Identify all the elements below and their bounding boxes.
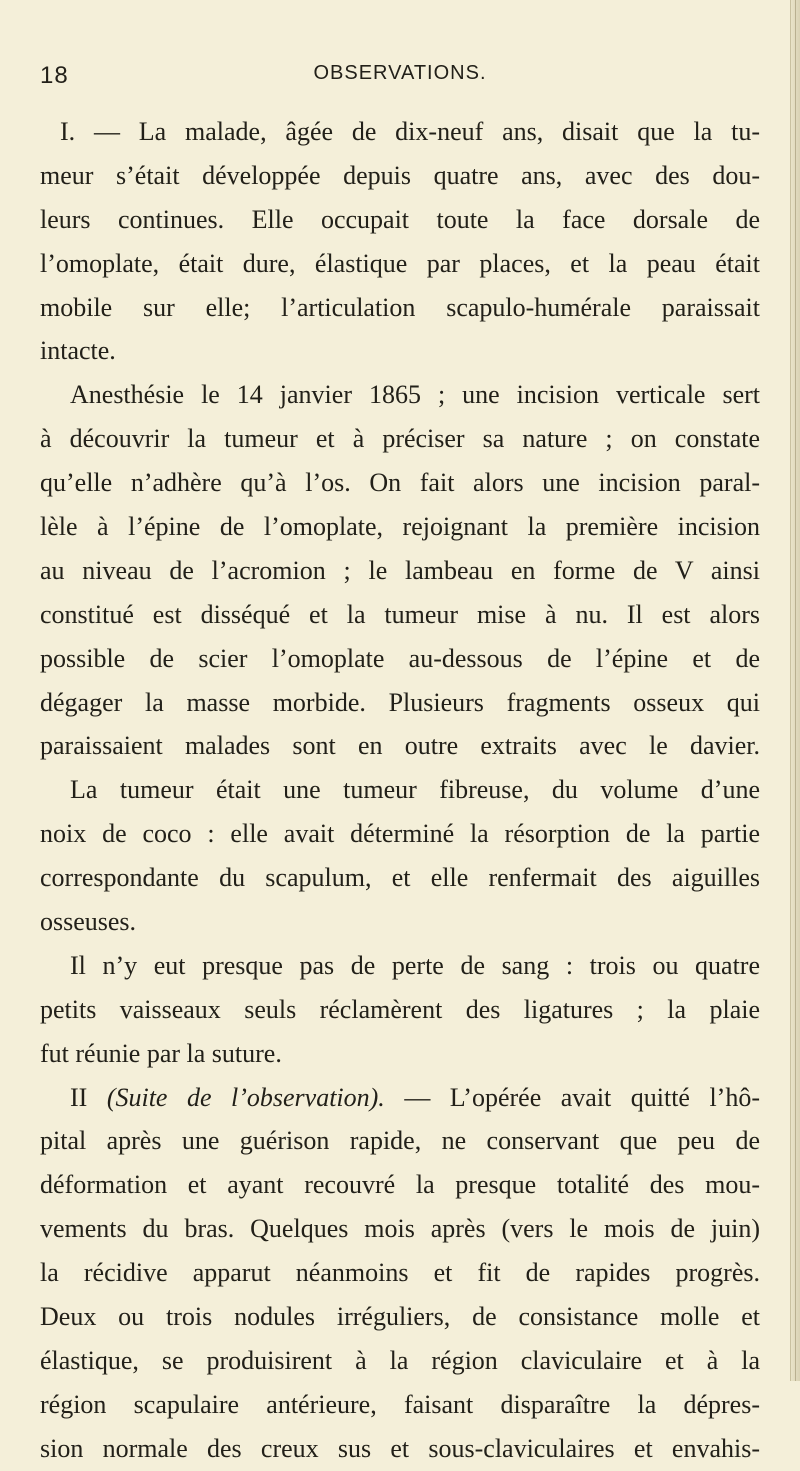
text-line: La tumeur était une tumeur fibreuse, du volume d’une: [70, 775, 760, 805]
text-line: mobile sur elle; l’articulation scapulo-humérale paraissait: [40, 292, 760, 322]
part2-italic-title: (Suite de l’observation).: [106, 1082, 385, 1112]
text-line: constitué est disséqué et la tumeur mise à nu. Il est alors: [40, 599, 760, 629]
text-line: qu’elle n’adhère qu’à l’os. On fait alors une incision paral-: [40, 468, 760, 498]
page-number: 18: [40, 62, 69, 89]
text-line: région scapulaire antérieure, faisant disparaître la dépres-: [40, 1389, 760, 1419]
text-line: meur s’était développée depuis quatre ans, avec des dou-: [40, 160, 760, 190]
text-line: Anesthésie le 14 janvier 1865 ; une incision verticale sert: [70, 380, 760, 410]
part2-number: II: [70, 1082, 88, 1112]
text-line: sion normale des creux sus et sous-claviculaires et envahis-: [40, 1433, 760, 1463]
text-line: pital après une guérison rapide, ne conservant que peu de: [40, 1126, 760, 1156]
text-line: l’omoplate, était dure, élastique par places, et la peau était: [40, 248, 760, 278]
text-line-part2: [40, 1076, 760, 1120]
text-line: leurs continues. Elle occupait toute la face dorsale de: [40, 204, 760, 234]
text-line: possible de scier l’omoplate au-dessous de l’épine et de: [40, 643, 760, 673]
running-title: OBSERVATIONS.: [313, 62, 487, 84]
text-line: déformation et ayant recouvré la presque totalité des mou-: [40, 1170, 760, 1200]
page-edge-line: [795, 0, 796, 1381]
text-line: Il n’y eut presque pas de perte de sang : trois ou quatre: [70, 950, 760, 980]
text-line: élastique, se produisirent à la région claviculaire et à la: [40, 1345, 760, 1375]
text-line: la récidive apparut néanmoins et fit de rapides progrès.: [40, 1258, 760, 1288]
text-line: paraissaient malades sont en outre extraits avec le davier.: [40, 731, 760, 761]
text-line: noix de coco : elle avait déterminé la résorption de la partie: [40, 819, 760, 849]
text-line: I. — La malade, âgée de dix-neuf ans, disait que la tu-: [60, 117, 760, 146]
part2-text: — L’opérée avait quitté l’hô-: [404, 1082, 760, 1112]
text-line: dégager la masse morbide. Plusieurs fragments osseux qui: [40, 687, 760, 717]
text-line: fut réunie par la suture.: [40, 1038, 282, 1068]
text-line: vements du bras. Quelques mois après (vers le mois de juin): [40, 1214, 760, 1244]
page-header: [40, 62, 760, 92]
text-line: lèle à l’épine de l’omoplate, rejoignant la première incision: [40, 512, 760, 542]
text-line: intacte.: [40, 336, 116, 366]
text-line: petits vaisseaux seuls réclamèrent des ligatures ; la plaie: [40, 994, 760, 1024]
body-text: [40, 110, 760, 1471]
text-line: à découvrir la tumeur et à préciser sa nature ; on constate: [40, 424, 760, 454]
text-line: osseuses.: [40, 907, 137, 937]
text-line: Deux ou trois nodules irréguliers, de consistance molle et: [40, 1302, 760, 1332]
text-line: au niveau de l’acromion ; le lambeau en forme de V ainsi: [40, 555, 760, 585]
text-line: correspondante du scapulum, et elle renfermait des aiguilles: [40, 863, 760, 893]
